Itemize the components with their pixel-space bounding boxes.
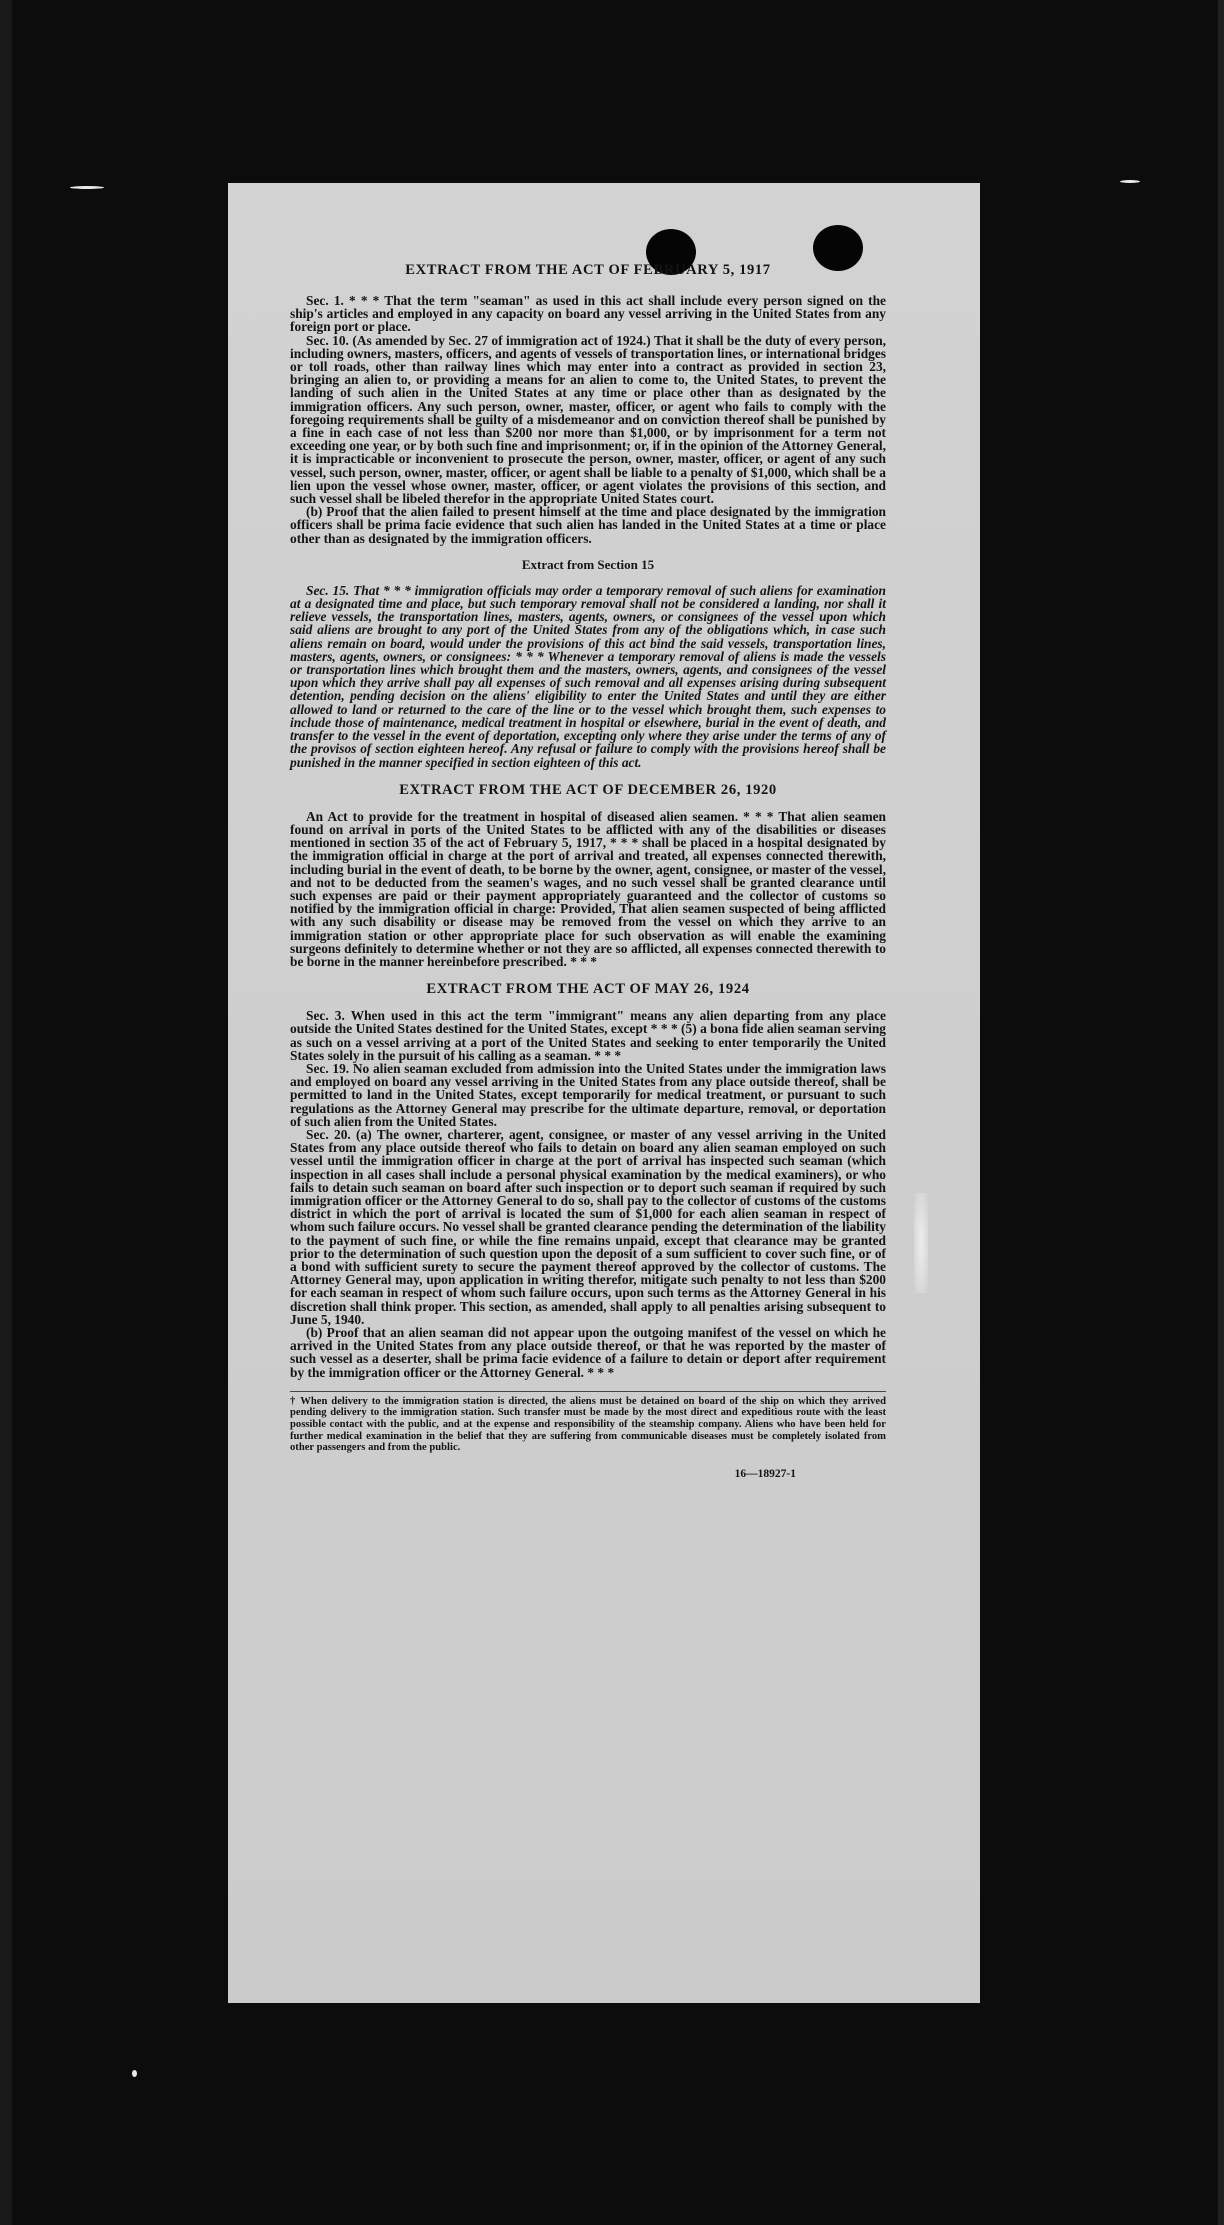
section-10-b: (b) Proof that the alien failed to present himself at the time and place designated by the immigration officers shall be prima facie evidence that such alien has landed in the United States at a time or place other than as designated by the immigration officers.	[290, 504, 886, 546]
section-10: Sec. 10. (As amended by Sec. 27 of immigration act of 1924.) That it shall be the duty of every person, including owners, masters, officers, and agents of vessels of transportation lines, or international bridges or toll roads, other than railway lines which may enter into a contract as provided in section 23, bringing an alien to, or providing a means for an alien to come to, the United States, to prevent the landing of such alien in the United States at any time or place other than as designated by the immigration officers. Any such person, owner, master, officer, or agent who fails to comply with the foregoing requirements shall be guilty of a misdemeanor and on conviction thereof shall be punished by a fine in each case of not less than $200 nor more than $1,000, or by imprisonment for a term not exceeding one year, or by both such fine and imprisonment; or, if in the opinion of the Attorney General, it is impracticable or inconvenient to prosecute the person, owner, master, officer, or agent of any such vessel, such person, owner, master, officer, or agent shall be liable to a penalty of $1,000, which shall be a lien upon the vessel whose owner, master, officer, or agent violates the provisions of this section, and such vessel shall be libeled therefor in the appropriate United States court.	[290, 332, 886, 507]
film-edge-right	[1218, 0, 1224, 2225]
film-speck	[132, 2070, 137, 2077]
film-speck	[1120, 180, 1140, 183]
section-15: Sec. 15. That * * * immigration officials may order a temporary removal of such aliens for examination at a designated time and place, but such temporary removal shall not be considered a landing, nor shall it relieve vessels, the transportation lines, masters, agents, owners, or consignees of the vessel upon which said aliens are brought to any port of the United States from any of the obligations which, in case such aliens remain on board, would under the provisions of this act bind the said vessels, transportation lines, masters, agents, owners, or consignees: * * * Whenever a temporary removal of aliens is made the vessels or transportation lines which brought them and the masters, owners, agents, and consignees of the vessel upon which they arrive shall pay all expenses of such removal and all expenses arising during subsequent detention, pending decision on the aliens' eligibility to enter the United States and until they are either allowed to land or returned to the care of the line or to the vessel which brought them, such expenses to include those of maintenance, medical treatment in hospital or elsewhere, burial in the event of death, and transfer to the vessel in the event of deportation, excepting only where they arise under the terms of any of the provisos of section eighteen hereof. Any refusal or failure to comply with the provisions hereof shall be punished in the manner specified in section eighteen of this act.	[290, 582, 886, 770]
heading-act-1924: EXTRACT FROM THE ACT OF MAY 26, 1924	[426, 981, 750, 998]
document-text	[290, 261, 886, 1480]
film-speck	[70, 186, 104, 189]
footnote: † When delivery to the immigration station is directed, the aliens must be detained on board of the ship on which they arrived pending delivery to the immigration station. Such transfer must be made by the most direct and expeditious route with the least possible contact with the public, and at the expense and responsibility of the steamship company. Aliens who have been held for further medical examination in the belief that they are suffering from communicable diseases must be completely isolated from other passengers and from the public.	[290, 1391, 886, 1454]
act-1920-text: An Act to provide for the treatment in hospital of diseased alien seamen. * * * That alien seamen found on arrival in ports of the United States to be afflicted with any of the disabilities or diseases mentioned in section 35 of the act of February 5, 1917, * * * shall be placed in a hospital designated by the immigration official in charge at the port of arrival and treated, all expenses connected therewith, including burial in the event of death, to be borne by the owner, agent, consignee, or master of the vessel, and not to be deducted from the seamen's wages, and no such vessel shall be granted clearance until such expenses are paid or their payment appropriately guaranteed and the collector of customs so notified by the immigration official in charge: Provided, That alien seamen suspected of being afflicted with any such disability or disease may be removed from the vessel on which they arrive to an immigration station or other appropriate place for such observation as will enable the examining surgeons definitely to determine whether or not they are so afflicted, all expenses connected therewith to be borne in the manner hereinbefore prescribed. * * *	[290, 808, 886, 969]
section-20-a: Sec. 20. (a) The owner, charterer, agent, consignee, or master of any vessel arriving in the United States from any place outside thereof who fails to detain on board any alien seaman employed on such vessel until the immigration officer in charge at the port of arrival has inspected such seaman (which inspection in all cases shall include a personal physical examination by the medical examiners), or who fails to detain such seaman on board after such inspection or to deport such seaman if required by such immigration officer or the Attorney General to do so, shall pay to the collector of customs of the customs district in which the port of arrival is located the sum of $1,000 for each alien seaman in respect of whom such failure occurs. No vessel shall be granted clearance pending the determination of the liability to the payment of such fine, or while the fine remains unpaid, except that clearance may be granted prior to the determination of such question upon the deposit of a sum sufficient to cover such fine, or of a bond with sufficient surety to secure the payment thereof approved by the collector of customs. The Attorney General may, upon application in writing therefor, mitigate such penalty to not less than $200 for each seaman in respect of whom such failure occurs, upon such terms as the Attorney General in his discretion shall think proper. This section, as amended, shall apply to all penalties arising subsequent to June 5, 1940.	[290, 1126, 886, 1327]
document-page	[228, 183, 980, 2003]
section-19: Sec. 19. No alien seaman excluded from admission into the United States under the immigration laws and employed on board any vessel arriving in the United States from any place outside thereof, shall be permitted to land in the United States, except temporarily for medical treatment, or pursuant to such regulations as the Attorney General may prescribe for the ultimate departure, removal, or deportation of such alien from the United States.	[290, 1060, 886, 1129]
paper-smudge	[914, 1193, 928, 1293]
section-3: Sec. 3. When used in this act the term "immigrant" means any alien departing from any place outside the United States destined for the United States, except * * * (5) a bona fide alien seaman serving as such on a vessel arriving at a port of the United States and seeking to enter temporarily the United States solely in the pursuit of his calling as a seaman. * * *	[290, 1008, 886, 1063]
film-edge-left	[0, 0, 12, 2225]
heading-section-15: Extract from Section 15	[521, 556, 655, 572]
form-number: 16—18927-1	[734, 1467, 796, 1480]
section-20-b: (b) Proof that an alien seaman did not appear upon the outgoing manifest of the vessel on which he arrived in the United States from any place outside thereof, or that he was reported by the master of such vessel as a deserter, shall be prima facie evidence of a failure to detain or deport after requirement by the immigration officer or the Attorney General. * * *	[290, 1325, 886, 1380]
section-1: Sec. 1. * * * That the term "seaman" as used in this act shall include every person signed on the ship's articles and employed in any capacity on board any vessel arriving in the United States from any foreign port or place.	[290, 293, 886, 335]
heading-act-1917: EXTRACT FROM THE ACT OF FEBRUARY 5, 1917	[405, 262, 771, 278]
heading-act-1920: EXTRACT FROM THE ACT OF DECEMBER 26, 1920	[399, 781, 777, 798]
